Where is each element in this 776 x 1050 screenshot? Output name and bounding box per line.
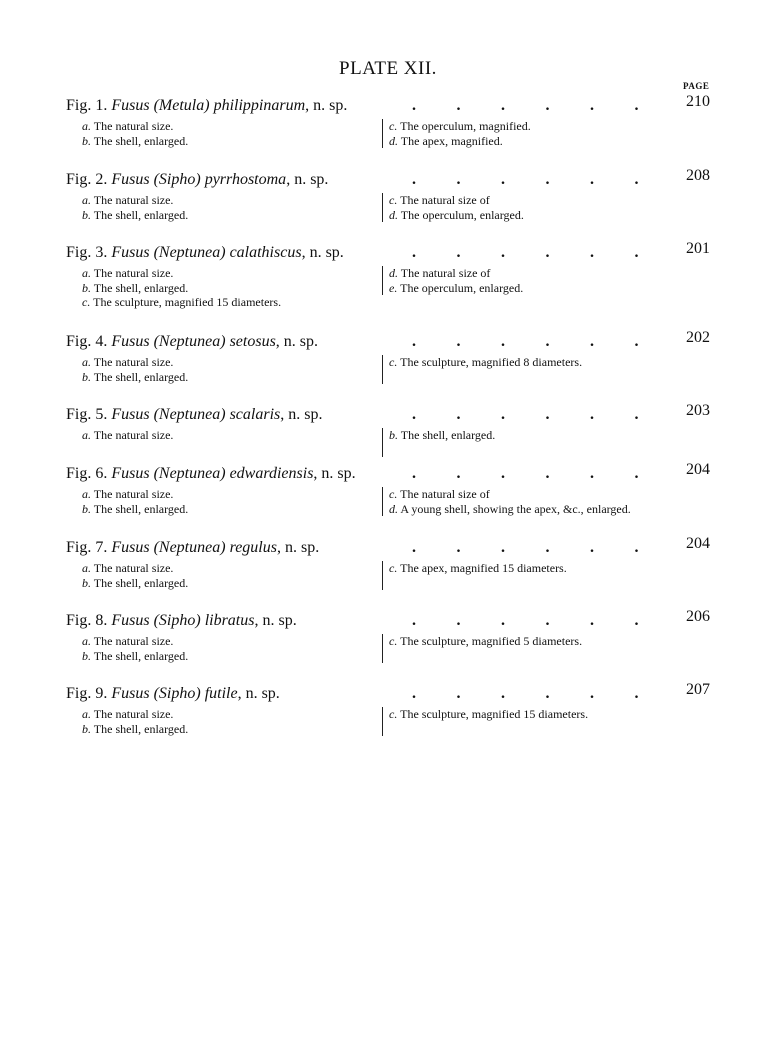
note-text: The natural size. [93, 487, 174, 501]
note-item [389, 487, 631, 502]
leader-dot: . [634, 171, 639, 188]
note-text: The operculum, magnified. [400, 119, 531, 133]
note-letter: e. [389, 280, 398, 295]
note-letter: b. [82, 501, 91, 516]
note-text: The natural size. [93, 266, 174, 280]
leader-dot: . [590, 539, 594, 556]
species-name: futile [204, 685, 238, 702]
figure-caption [66, 612, 297, 630]
genus-name: Fusus [111, 465, 150, 482]
page-number: 204 [686, 535, 710, 552]
note-letter: d. [389, 133, 398, 148]
note-text: The natural size of [400, 266, 491, 280]
note-item [82, 428, 173, 443]
note-item [82, 561, 188, 576]
figure-number: Fig. 1. [66, 97, 108, 114]
species-suffix: , n. sp. [280, 406, 323, 423]
subgenus-name: (Neptunea) [153, 333, 226, 350]
note-item [389, 634, 582, 649]
subgenus-name: (Neptunea) [153, 539, 226, 556]
note-text: The shell, enlarged. [93, 575, 189, 590]
species-suffix: , n. sp. [305, 97, 348, 114]
leader-dot: . [545, 465, 550, 482]
note-item [82, 266, 281, 281]
subgenus-name: (Neptunea) [153, 465, 226, 482]
figure-right-notes [382, 487, 631, 516]
note-text: The apex, magnified. [400, 133, 503, 148]
note-text: The natural size. [93, 119, 174, 133]
subgenus-name: (Metula) [153, 97, 210, 114]
figure-right-notes [382, 707, 588, 736]
figure-entry [0, 93, 776, 177]
figure-entry [0, 535, 776, 619]
note-item [82, 281, 281, 296]
leader-dot: . [634, 465, 639, 482]
note-text: The shell, enlarged. [93, 207, 189, 222]
species-name: edwardiensis [229, 465, 314, 482]
species-name: calathiscus [229, 244, 302, 261]
note-letter: c. [389, 487, 398, 501]
note-item [389, 281, 523, 296]
note-letter: a. [82, 634, 91, 648]
figure-left-notes [82, 428, 173, 443]
figure-caption [66, 333, 318, 351]
leader-dot: . [412, 171, 416, 188]
note-text: The natural size. [93, 193, 174, 207]
figure-left-notes [82, 193, 188, 222]
subgenus-name: (Sipho) [153, 612, 201, 629]
species-name: pyrrhostoma [204, 171, 287, 188]
leader-dot: . [501, 244, 505, 261]
leader-dot: . [456, 171, 461, 188]
leader-dot: . [590, 333, 594, 350]
page-number: 210 [686, 93, 710, 110]
note-item [389, 355, 582, 370]
note-letter: a. [82, 355, 91, 369]
note-letter: a. [82, 707, 91, 721]
note-letter: a. [82, 193, 91, 207]
note-letter: d. [389, 266, 398, 280]
note-letter: c. [389, 119, 398, 133]
note-text: The sculpture, magnified 15 diameters. [93, 295, 282, 309]
species-suffix: , n. sp. [286, 171, 329, 188]
leader-dot: . [501, 171, 505, 188]
figure-entry [0, 461, 776, 545]
note-letter: b. [389, 428, 398, 442]
species-suffix: , n. sp. [313, 465, 356, 482]
note-letter: a. [82, 428, 91, 442]
note-item [389, 502, 631, 517]
figure-right-notes [382, 119, 531, 148]
note-item [389, 707, 588, 722]
note-item [389, 119, 531, 134]
figure-number: Fig. 5. [66, 406, 108, 423]
leader-dot: . [590, 406, 594, 423]
leader-dot: . [412, 244, 416, 261]
genus-name: Fusus [111, 244, 150, 261]
page-number: 202 [686, 329, 710, 346]
figure-right-notes [382, 266, 523, 295]
note-text: The natural size. [93, 428, 174, 442]
leader-dot: . [412, 465, 416, 482]
leader-dot: . [634, 406, 639, 423]
page-number: 206 [686, 608, 710, 625]
species-name: libratus [204, 612, 255, 629]
note-letter: a. [82, 119, 91, 133]
leader-dot: . [590, 97, 594, 114]
figure-number: Fig. 7. [66, 539, 108, 556]
note-text: The shell, enlarged. [93, 501, 189, 516]
leader-dot: . [412, 406, 416, 423]
note-text: The shell, enlarged. [93, 369, 189, 384]
species-name: setosus [229, 333, 276, 350]
note-text: A young shell, showing the apex, &c., enlarged. [400, 501, 631, 516]
note-item [82, 370, 188, 385]
note-item [82, 722, 188, 737]
figure-right-notes [382, 561, 567, 590]
subgenus-name: (Sipho) [153, 685, 201, 702]
leader-dot: . [545, 539, 550, 556]
note-text: The sculpture, magnified 8 diameters. [400, 355, 583, 369]
leader-dot: . [590, 465, 594, 482]
page-column-heading: PAGE [683, 81, 710, 91]
note-letter: b. [82, 280, 91, 295]
leader-dot: . [501, 333, 505, 350]
leader-dot: . [456, 333, 461, 350]
leader-dot: . [456, 612, 461, 629]
figure-caption [66, 97, 347, 115]
note-item [82, 134, 188, 149]
leader-dot: . [501, 685, 505, 702]
figure-number: Fig. 8. [66, 612, 108, 629]
leader-dot: . [456, 539, 461, 556]
species-suffix: , n. sp. [275, 333, 319, 350]
figure-caption [66, 406, 322, 424]
figure-entry [0, 681, 776, 765]
figure-caption [66, 465, 356, 483]
plate-title: PLATE XII. [339, 58, 437, 79]
leader-dot: . [545, 97, 550, 114]
figure-number: Fig. 3. [66, 244, 108, 261]
note-letter: d. [389, 207, 398, 222]
note-letter: a. [82, 487, 91, 501]
species-suffix: , n. sp. [276, 539, 320, 556]
note-letter: a. [82, 266, 91, 280]
note-item [82, 355, 188, 370]
note-item [82, 119, 188, 134]
figure-right-notes [382, 355, 582, 384]
note-text: The apex, magnified 15 diameters. [400, 561, 567, 575]
note-text: The natural size of [400, 193, 490, 207]
note-text: The shell, enlarged. [93, 133, 189, 148]
page-number: 208 [686, 167, 710, 184]
figure-caption [66, 539, 319, 557]
leader-dot: . [590, 685, 594, 702]
note-text: The natural size. [93, 355, 174, 369]
figure-right-notes [382, 428, 495, 457]
leader-dot: . [501, 97, 505, 114]
figure-caption [66, 244, 344, 262]
note-letter: b. [82, 575, 91, 590]
note-letter: a. [82, 561, 91, 575]
page-number: 204 [686, 461, 710, 478]
note-text: The operculum, enlarged. [400, 280, 524, 295]
leader-dot: . [501, 612, 505, 629]
species-name: regulus [229, 539, 277, 556]
genus-name: Fusus [111, 612, 150, 629]
figure-right-notes [382, 193, 524, 222]
leader-dot: . [456, 465, 461, 482]
genus-name: Fusus [111, 685, 150, 702]
note-item [389, 208, 524, 223]
note-item [82, 487, 188, 502]
note-letter: d. [389, 501, 398, 516]
note-text: The shell, enlarged. [400, 428, 496, 442]
figure-number: Fig. 2. [66, 171, 108, 188]
note-item [82, 649, 188, 664]
note-item [82, 295, 281, 310]
leader-dot: . [634, 244, 639, 261]
leader-dot: . [634, 97, 639, 114]
figure-number: Fig. 9. [66, 685, 108, 702]
note-item [82, 208, 188, 223]
figure-caption [66, 685, 280, 703]
figure-right-notes [382, 634, 582, 663]
figure-entry [0, 167, 776, 251]
note-text: The sculpture, magnified 15 diameters. [400, 707, 589, 721]
leader-dot: . [545, 685, 550, 702]
leader-dot: . [545, 333, 550, 350]
page-number: 201 [686, 240, 710, 257]
note-letter: c. [389, 193, 398, 207]
note-letter: c. [389, 707, 398, 721]
leader-dot: . [634, 539, 639, 556]
note-item [82, 193, 188, 208]
note-item [389, 266, 523, 281]
subgenus-name: (Neptunea) [153, 244, 226, 261]
leader-dot: . [412, 333, 416, 350]
subgenus-name: (Sipho) [153, 171, 201, 188]
note-text: The shell, enlarged. [93, 648, 189, 663]
leader-dot: . [412, 539, 416, 556]
note-item [389, 134, 531, 149]
leader-dot: . [634, 333, 639, 350]
figure-left-notes [82, 487, 188, 516]
genus-name: Fusus [111, 406, 150, 423]
figure-left-notes [82, 119, 188, 148]
note-item [82, 634, 188, 649]
leader-dot: . [456, 685, 461, 702]
note-text: The sculpture, magnified 5 diameters. [400, 634, 583, 648]
leader-dot: . [456, 244, 461, 261]
leader-dot: . [412, 612, 416, 629]
genus-name: Fusus [111, 97, 150, 114]
note-text: The shell, enlarged. [93, 721, 189, 736]
note-letter: c. [389, 355, 398, 369]
species-suffix: , n. sp. [237, 685, 280, 702]
figure-entry [0, 608, 776, 692]
note-letter: b. [82, 133, 91, 148]
leader-dot: . [501, 539, 505, 556]
figure-number: Fig. 4. [66, 333, 108, 350]
note-letter: b. [82, 207, 91, 222]
note-text: The operculum, enlarged. [400, 207, 524, 222]
species-name: philippinarum [213, 97, 306, 114]
leader-dot: . [545, 244, 550, 261]
note-item [82, 502, 188, 517]
figure-caption [66, 171, 328, 189]
figure-number: Fig. 6. [66, 465, 108, 482]
leader-dot: . [634, 685, 639, 702]
figure-left-notes [82, 266, 281, 310]
note-letter: c. [389, 561, 398, 575]
figure-left-notes [82, 561, 188, 590]
genus-name: Fusus [111, 333, 150, 350]
page-number: 207 [686, 681, 710, 698]
leader-dot: . [590, 171, 594, 188]
page-number: 203 [686, 402, 710, 419]
leader-dot: . [501, 406, 505, 423]
note-letter: c. [389, 634, 398, 648]
note-letter: c. [82, 295, 91, 309]
figure-left-notes [82, 634, 188, 663]
genus-name: Fusus [111, 171, 150, 188]
leader-dot: . [412, 97, 416, 114]
note-letter: b. [82, 369, 91, 384]
figure-entry [0, 240, 776, 324]
species-name: scalaris [229, 406, 281, 423]
note-item [82, 576, 188, 591]
note-text: The shell, enlarged. [93, 280, 189, 295]
genus-name: Fusus [111, 539, 150, 556]
leader-dot: . [412, 685, 416, 702]
note-text: The natural size. [93, 634, 174, 648]
note-letter: b. [82, 721, 91, 736]
note-item [389, 561, 567, 576]
note-item [389, 193, 524, 208]
leader-dot: . [501, 465, 505, 482]
leader-dot: . [590, 244, 594, 261]
leader-dot: . [545, 406, 550, 423]
note-text: The natural size of [400, 487, 490, 501]
leader-dot: . [456, 97, 461, 114]
leader-dot: . [456, 406, 461, 423]
note-item [82, 707, 188, 722]
leader-dot: . [545, 612, 550, 629]
leader-dot: . [634, 612, 639, 629]
note-text: The natural size. [93, 707, 174, 721]
species-suffix: , n. sp. [254, 612, 297, 629]
species-suffix: , n. sp. [301, 244, 344, 261]
note-item [389, 428, 495, 443]
note-text: The natural size. [93, 561, 174, 575]
subgenus-name: (Neptunea) [153, 406, 226, 423]
figure-left-notes [82, 355, 188, 384]
note-letter: b. [82, 648, 91, 663]
leader-dot: . [545, 171, 550, 188]
figure-left-notes [82, 707, 188, 736]
leader-dot: . [590, 612, 594, 629]
figure-entry [0, 329, 776, 413]
